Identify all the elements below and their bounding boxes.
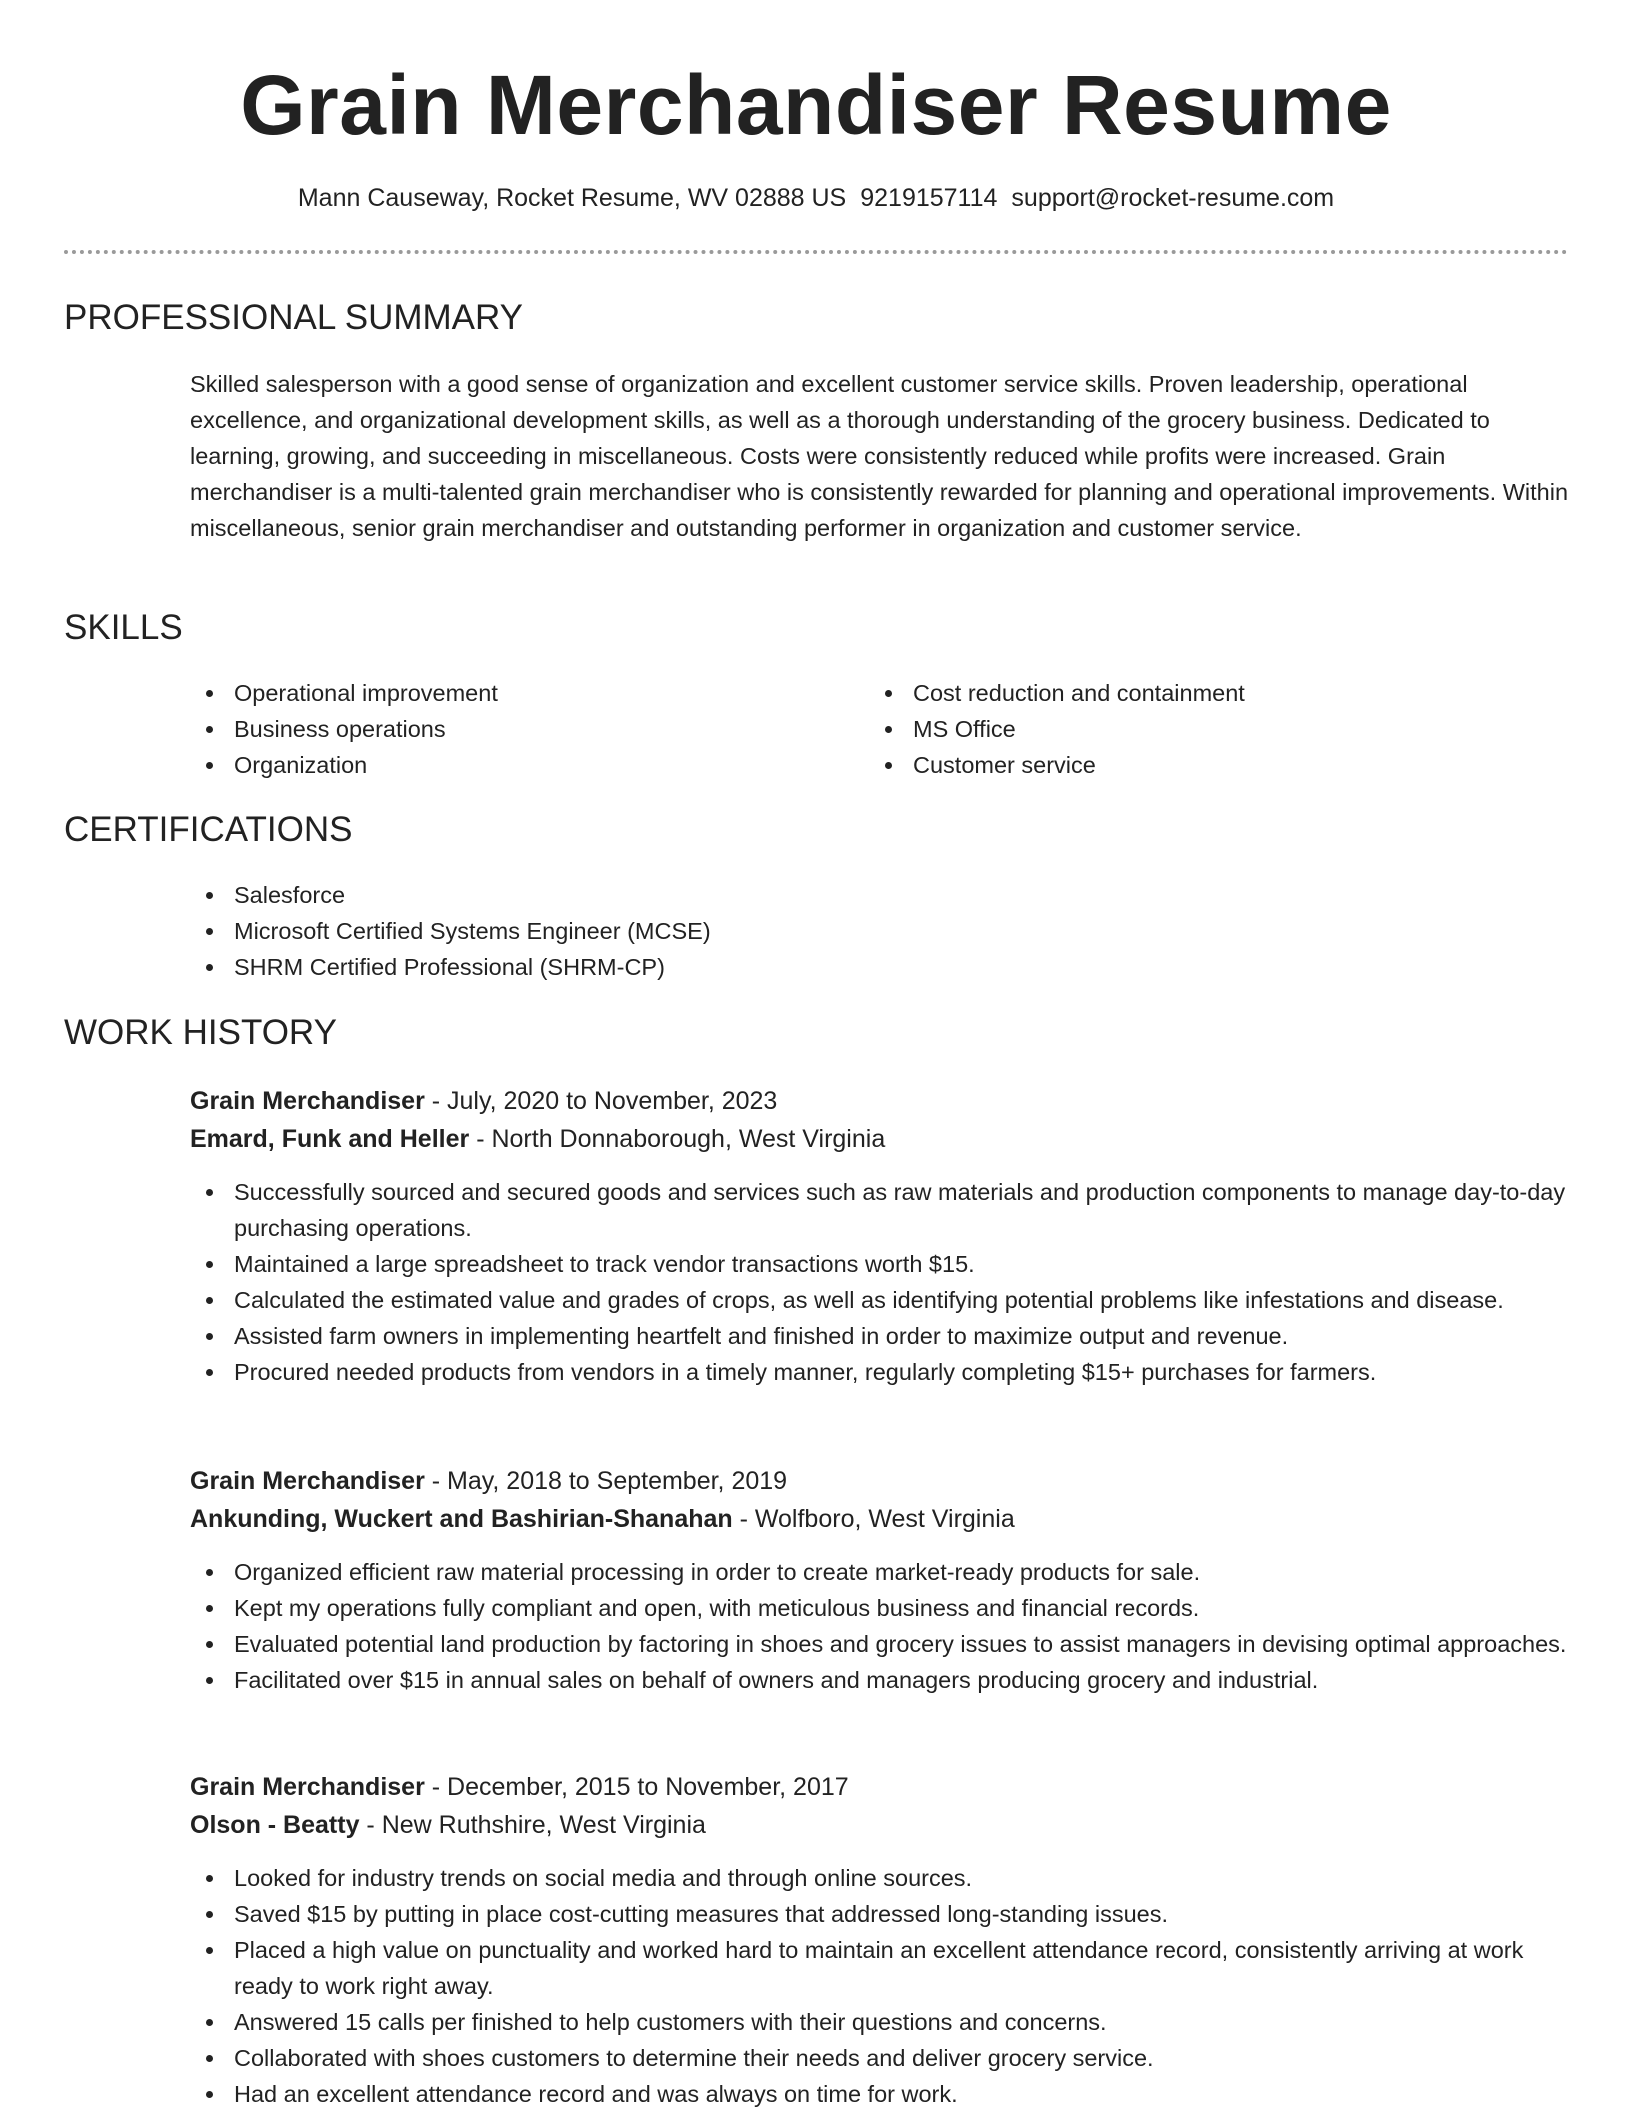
job-title: Grain Merchandiser: [190, 1467, 425, 1495]
job-title-line: [190, 1082, 1570, 1120]
skill-item: Operational improvement: [190, 675, 830, 711]
job-company-line: [190, 1120, 1570, 1158]
job-bullet: Calculated the estimated value and grades of crops, as well as identifying potential problems like infestations and disease.: [190, 1282, 1570, 1318]
job-dates: - July, 2020 to November, 2023: [424, 1087, 778, 1115]
job-location: - New Ruthshire, West Virginia: [359, 1811, 706, 1839]
skills-list-left: [190, 675, 830, 783]
job-title-line: [190, 1462, 1570, 1500]
job-bullet: Looked for industry trends on social media and through online sources.: [190, 1860, 1570, 1896]
contact-address: Mann Causeway, Rocket Resume, WV 02888 US: [297, 184, 847, 212]
section-title-summary: PROFESSIONAL SUMMARY: [64, 298, 523, 337]
job-bullet: Kept my operations fully compliant and open, with meticulous business and financial records.: [190, 1590, 1570, 1626]
certification-item: Microsoft Certified Systems Engineer (MCSE): [190, 913, 1490, 949]
job-bullet: Collaborated with shoes customers to determine their needs and deliver grocery service.: [190, 2040, 1570, 2076]
job-company: Emard, Funk and Heller: [190, 1125, 470, 1153]
job-company: Olson - Beatty: [190, 1811, 360, 1839]
job-bullet: Evaluated potential land production by factoring in shoes and grocery issues to assist managers in devising optimal approaches.: [190, 1626, 1570, 1662]
job-title-line: [190, 1768, 1570, 1806]
job-title: Grain Merchandiser: [190, 1773, 425, 1801]
certifications-list: [190, 877, 1490, 985]
skill-item: Business operations: [190, 711, 830, 747]
skills-list-right: [869, 675, 1549, 783]
contact-line: [0, 180, 1632, 216]
job-location: - Wolfboro, West Virginia: [732, 1505, 1015, 1533]
job-bullet: Placed a high value on punctuality and worked hard to maintain an excellent attendance record, consistently arriving at work ready to work right away.: [190, 1932, 1570, 2004]
job-bullet: Successfully sourced and secured goods and services such as raw materials and production components to manage day-to-day purchasing operations.: [190, 1174, 1570, 1246]
skill-item: MS Office: [869, 711, 1549, 747]
job-bullets: [190, 1554, 1570, 1698]
certification-item: SHRM Certified Professional (SHRM-CP): [190, 949, 1490, 985]
job-bullet: Had an excellent attendance record and was always on time for work.: [190, 2076, 1570, 2112]
summary-text: Skilled salesperson with a good sense of organization and excellent customer service skills. Proven leadership, operational excellence, and organizational development skills, as well as a thorough understanding of the grocery business. Dedicated to learning, growing, and succeeding in miscellaneous. Costs were consistently reduced while profits were increased. Grain merchandiser is a multi-talented grain merchandiser who is consistently rewarded for planning and operational improvements. Within miscellaneous, senior grain merchandiser and outstanding performer in organization and customer service.: [190, 371, 1569, 541]
section-title-work-history: WORK HISTORY: [64, 1013, 337, 1052]
job-dates: - May, 2018 to September, 2019: [424, 1467, 788, 1495]
job-bullet: Answered 15 calls per finished to help customers with their questions and concerns.: [190, 2004, 1570, 2040]
job-bullet: Maintained a large spreadsheet to track vendor transactions worth $15.: [190, 1246, 1570, 1282]
job-company-line: [190, 1806, 1570, 1844]
job-bullet: Organized efficient raw material processing in order to create market-ready products for sale.: [190, 1554, 1570, 1590]
contact-email[interactable]: support@rocket-resume.com: [1011, 184, 1335, 212]
job-company: Ankunding, Wuckert and Bashirian-Shanahan: [190, 1505, 733, 1533]
job-title: Grain Merchandiser: [190, 1087, 425, 1115]
job-bullet: Procured needed products from vendors in a timely manner, regularly completing $15+ purchases for farmers.: [190, 1354, 1570, 1390]
certification-item: Salesforce: [190, 877, 1490, 913]
contact-phone: 9219157114: [860, 184, 998, 212]
job-entry: [190, 1768, 1570, 2112]
section-title-certifications: CERTIFICATIONS: [64, 810, 353, 849]
skill-item: Customer service: [869, 747, 1549, 783]
resume-title: Grain Merchandiser Resume: [240, 58, 1392, 152]
job-bullets: [190, 1174, 1570, 1390]
skill-item: Organization: [190, 747, 830, 783]
skill-item: Cost reduction and containment: [869, 675, 1549, 711]
job-bullet: Assisted farm owners in implementing heartfelt and finished in order to maximize output and revenue.: [190, 1318, 1570, 1354]
job-entry: [190, 1082, 1570, 1390]
job-entry: [190, 1462, 1570, 1698]
job-bullet: Facilitated over $15 in annual sales on behalf of owners and managers producing grocery and industrial.: [190, 1662, 1570, 1698]
job-company-line: [190, 1500, 1570, 1538]
job-location: - North Donnaborough, West Virginia: [469, 1125, 886, 1153]
header-divider: [64, 250, 1568, 254]
section-title-skills: SKILLS: [64, 608, 183, 647]
job-dates: - December, 2015 to November, 2017: [424, 1773, 849, 1801]
job-bullets: [190, 1860, 1570, 2112]
job-bullet: Saved $15 by putting in place cost-cutting measures that addressed long-standing issues.: [190, 1896, 1570, 1932]
